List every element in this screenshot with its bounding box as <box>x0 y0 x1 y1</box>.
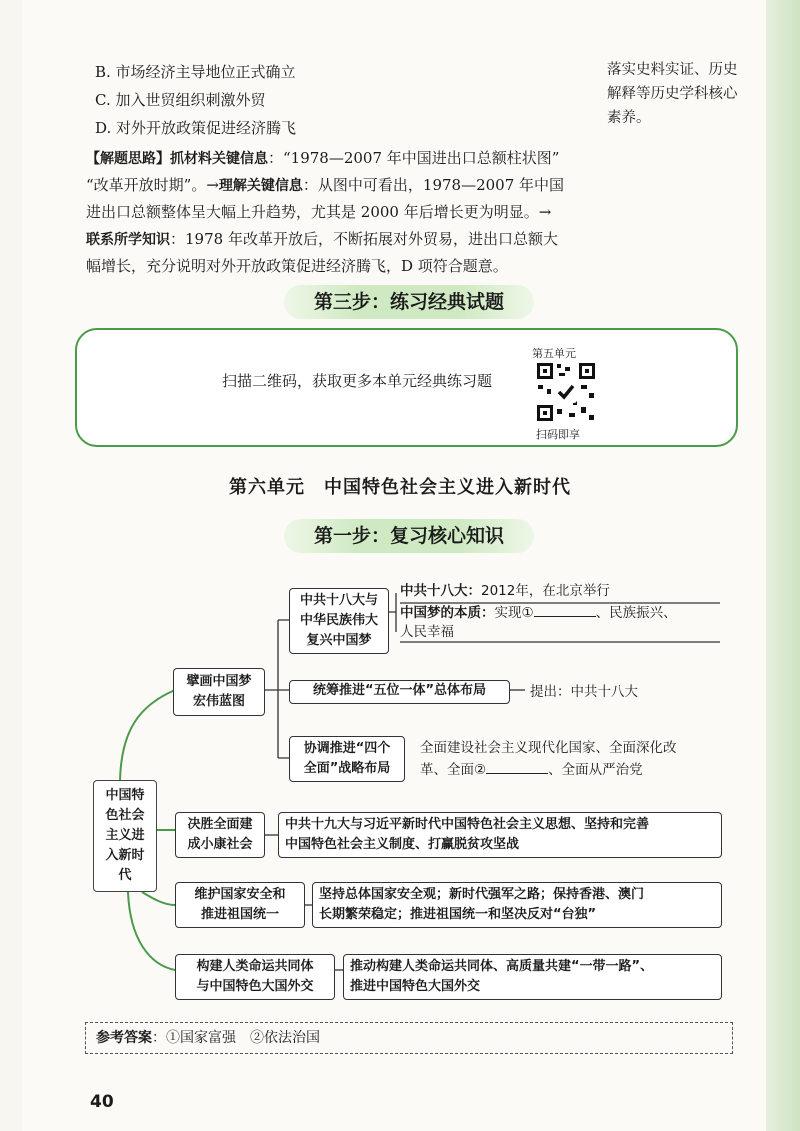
branch-dream-blueprint: 擘画中国梦 宏伟蓝图 <box>173 668 265 716</box>
leaf-dream-essence: 中国梦的本质：实现① 、民族振兴、 <box>400 602 677 624</box>
branch-community-shared-future: 构建人类命运共同体 与中国特色大国外交 <box>175 954 335 1000</box>
unit-title: 第六单元 中国特色社会主义进入新时代 <box>229 477 571 498</box>
step3-banner: 第三步：练习经典试题 <box>284 285 534 319</box>
qr-prompt: 扫描二维码，获取更多本单元经典练习题 <box>222 372 493 390</box>
branch-national-security: 维护国家安全和 推进祖国统一 <box>175 882 305 928</box>
qr-bottom-label: 扫码即享 <box>536 428 580 441</box>
leaf-18th-congress: 中共十八大：2012年，在北京举行 <box>400 583 610 599</box>
analysis-line-2: “改革开放时期”。→理解关键信息：从图中可看出，1978—2007 年中国 <box>86 176 565 194</box>
node-five-in-one: 统筹推进“五位一体”总体布局 <box>289 680 510 704</box>
mindmap-root: 中国特 色社会 主义进 入新时 代 <box>93 780 157 892</box>
analysis-line-5: 幅增长，充分说明对外开放政策促进经济腾飞，D 项符合题意。 <box>86 257 508 275</box>
leaf-well-off-society: 中共十九大与习近平新时代中国特色社会主义思想、坚持和完善 中国特色社会主义制度、打赢脱贫攻坚战 <box>278 812 722 858</box>
leaf-four-comprehensives-2: 革、全面② 、全面从严治党 <box>420 759 643 781</box>
branch-well-off-society: 决胜全面建 成小康社会 <box>175 812 265 858</box>
answer-box: 参考答案：①国家富强 ②依法治国 <box>85 1022 733 1054</box>
option-d: D. 对外开放政策促进经济腾飞 <box>95 119 297 137</box>
answer-blank-2[interactable] <box>486 759 548 774</box>
step1-banner: 第一步：复习核心知识 <box>284 519 534 553</box>
answer-blank-1[interactable] <box>534 602 596 617</box>
qr-top-label: 第五单元 <box>532 347 576 360</box>
leaf-dream-essence-cont: 人民幸福 <box>400 624 454 640</box>
leaf-community-shared-future: 推动构建人类命运共同体、高质量共建“一带一路”、 推进中国特色大国外交 <box>343 954 722 1000</box>
node-four-comprehensives: 协调推进“四个 全面”战略布局 <box>289 736 405 782</box>
node-18th-congress: 中共十八大与 中华民族伟大 复兴中国梦 <box>289 588 389 654</box>
leaf-four-comprehensives-1: 全面建设社会主义现代化国家、全面深化改 <box>420 740 677 756</box>
leaf-national-security: 坚持总体国家安全观；新时代强军之路；保持香港、澳门 长期繁荣稳定；推进祖国统一和坚决反对“台独” <box>312 882 722 928</box>
option-c: C. 加入世贸组织刺激外贸 <box>95 91 266 109</box>
analysis-line-4: 联系所学知识：1978 年改革开放后，不断拓展对外贸易，进出口总额大 <box>86 230 558 248</box>
analysis-line-1: 【解题思路】抓材料关键信息：“1978—2007 年中国进出口总额柱状图” <box>86 149 560 167</box>
analysis-line-3: 进出口总额整体呈大幅上升趋势，尤其是 2000 年后增长更为明显。→ <box>86 203 552 221</box>
option-b: B. 市场经济主导地位正式确立 <box>95 63 296 81</box>
side-note: 落实史料实证、历史解释等历史学科核心素养。 <box>607 62 738 126</box>
page-number: 40 <box>90 1092 114 1112</box>
leaf-five-in-one: 提出：中共十八大 <box>530 684 638 700</box>
